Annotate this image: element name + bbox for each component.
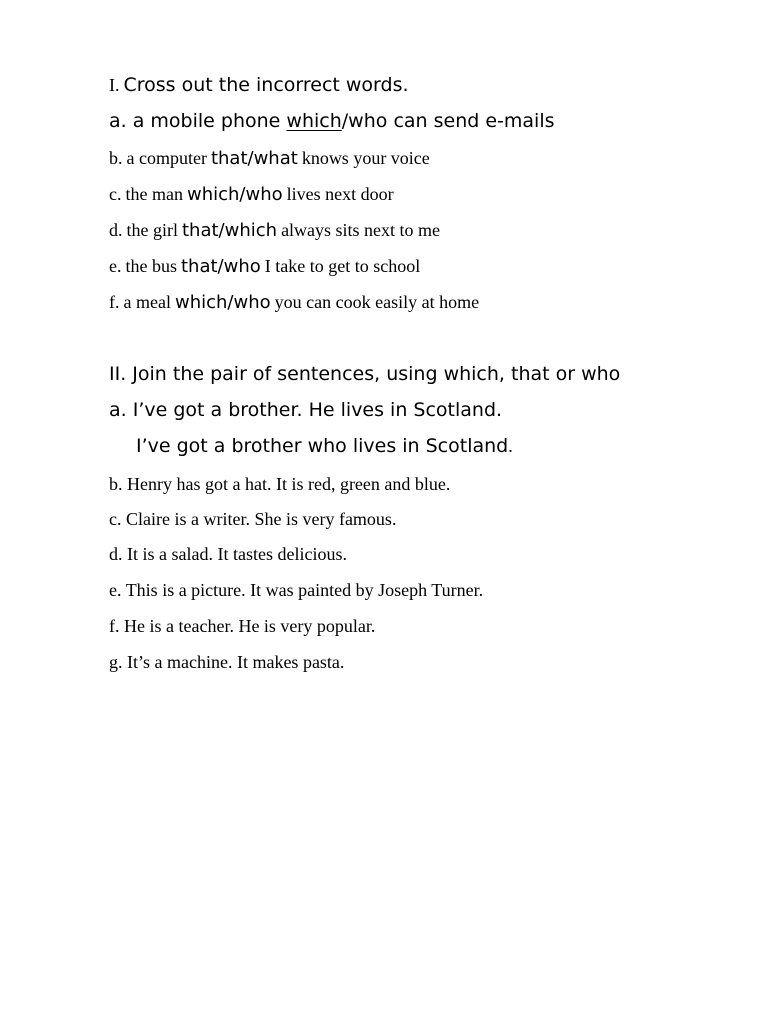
item-text: It is a salad. It tastes delicious. — [127, 544, 347, 564]
item-letter: b. — [109, 148, 123, 168]
section1-label: I. — [109, 75, 120, 95]
item-letter: e. — [109, 256, 122, 276]
item-letter: e. — [109, 580, 122, 600]
section2-item-f — [109, 617, 375, 635]
item-choice-separator: / — [341, 110, 349, 132]
item-before: the man — [125, 184, 183, 204]
item-before: a computer — [126, 148, 207, 168]
item-choice: which/who — [186, 184, 283, 205]
item-letter: f. — [109, 292, 120, 312]
item-after: can send e-mails — [393, 110, 555, 132]
section2-item-c — [109, 510, 396, 528]
section2-item-d — [109, 545, 347, 563]
item-choice-alt: who — [348, 110, 388, 132]
item-after: always sits next to me — [281, 220, 441, 240]
item-choice: which/who — [174, 292, 271, 313]
item-letter: d. — [109, 544, 123, 564]
section1-item-e — [109, 257, 420, 276]
item-letter: c. — [109, 184, 122, 204]
item-choice-underlined: which — [286, 110, 342, 132]
section1-heading: Cross out the incorrect words. — [123, 74, 409, 96]
section1-item-a — [109, 112, 555, 131]
item-after: knows your voice — [301, 148, 430, 168]
item-choice: that/which — [182, 220, 278, 241]
item-text: Henry has got a hat. It is red, green and blue. — [127, 474, 451, 494]
item-before: the girl — [126, 220, 178, 240]
item-after: you can cook easily at home — [274, 292, 480, 312]
section2-item-g — [109, 653, 344, 671]
section2-item-e — [109, 581, 483, 599]
item-letter: f. — [109, 616, 120, 636]
item-text: Claire is a writer. She is very famous. — [126, 509, 397, 529]
item-before: the bus — [125, 256, 177, 276]
section1-item-d — [109, 221, 440, 240]
section1-heading-line — [109, 76, 409, 95]
section2-item-b — [109, 475, 450, 493]
section1-item-f — [109, 293, 479, 312]
item-before: a mobile phone — [132, 110, 281, 132]
item-text: It’s a machine. It makes pasta. — [127, 652, 345, 672]
item-text: He is a teacher. He is very popular. — [124, 616, 376, 636]
item-letter: a. — [109, 110, 127, 132]
example-answer-text: I’ve got a brother who lives in Scotland — [136, 435, 509, 457]
section2-heading: II. Join the pair of sentences, using which, that or who — [109, 363, 621, 385]
item-letter: d. — [109, 220, 123, 240]
section2-example-prompt — [109, 401, 502, 420]
section1-item-c — [109, 185, 394, 204]
item-after: lives next door — [286, 184, 394, 204]
item-after: I take to get to school — [264, 256, 421, 276]
example-prompt-text: I’ve got a brother. He lives in Scotland. — [132, 399, 503, 421]
item-letter: a. — [109, 399, 127, 421]
example-answer-period: . — [508, 436, 513, 456]
item-letter: c. — [109, 509, 122, 529]
item-text: This is a picture. It was painted by Joseph Turner. — [125, 580, 484, 600]
section1-item-b — [109, 149, 430, 168]
item-letter: b. — [109, 474, 123, 494]
item-before: a meal — [123, 292, 171, 312]
item-choice: that/who — [181, 256, 261, 277]
section2-example-answer — [136, 437, 513, 456]
item-letter: g. — [109, 652, 123, 672]
item-choice: that/what — [210, 148, 298, 169]
